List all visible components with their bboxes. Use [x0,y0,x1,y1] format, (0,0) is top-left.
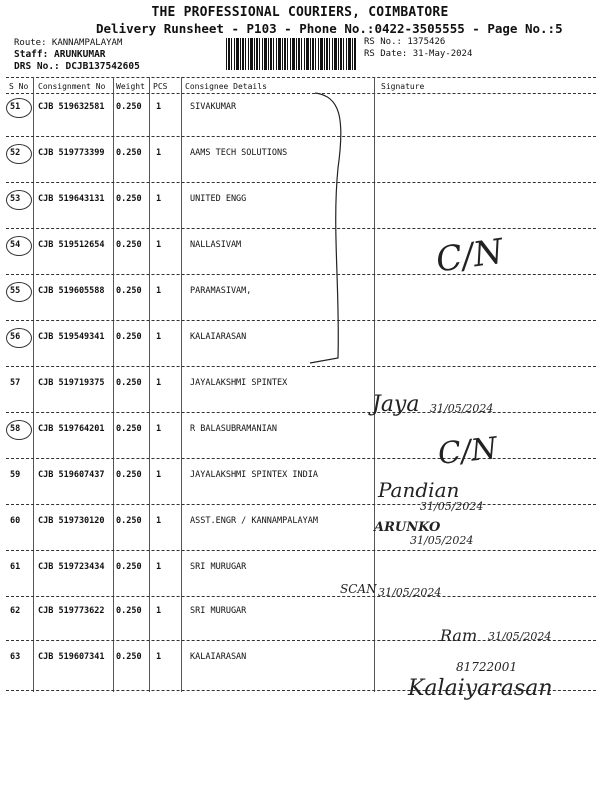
signature-63: Kalaiyarasan [408,676,553,701]
table-row [0,514,600,560]
row-weight: 0.250 [116,606,142,616]
row-consignment: CJB 519607341 [38,652,105,662]
row-consignee: ASST.ENGR / KANNAMPALAYAM [190,516,318,526]
row-pcs: 1 [156,562,162,572]
row-consignment: CJB 519512654 [38,240,105,250]
row-consignment: CJB 519605588 [38,286,105,296]
date-59: 31/05/2024 [420,500,484,513]
col-signature: Signature [381,82,425,91]
row-pcs: 1 [156,102,162,112]
col-pcs: PCS [153,82,168,91]
table-row [0,468,600,514]
row-consignee: SIVAKUMAR [190,102,237,112]
row-pcs: 1 [156,332,162,342]
row-weight: 0.250 [116,516,142,526]
row-consignment: CJB 519764201 [38,424,105,434]
row-consignment: CJB 519643131 [38,194,105,204]
row-sno: 62 [10,606,21,616]
row-pcs: 1 [156,516,162,526]
row-pcs: 1 [156,652,162,662]
row-separator [6,596,596,597]
col-sno: S No [9,82,29,91]
row-consignee: KALAIARASAN [190,652,247,662]
row-separator [6,550,596,551]
date-61: 31/05/2024 [378,586,442,599]
rs-number: RS No.: 1375426 [364,37,446,47]
row-separator [6,412,596,413]
row-separator [6,504,596,505]
drs-number: DRS No.: DCJB137542605 [14,61,140,72]
row-weight: 0.250 [116,240,142,250]
header-top-rule [6,77,596,78]
route-label: Route: KANNAMPALAYAM [14,38,123,48]
col-consignment: Consignment No [38,82,106,91]
row-sno: 63 [10,652,21,662]
row-consignee: KALAIARASAN [190,332,247,342]
row-consignee: NALLASIVAM [190,240,242,250]
bracket-mark [300,88,360,373]
row-consignment: CJB 519773399 [38,148,105,158]
row-sno: 53 [10,194,21,204]
row-consignment: CJB 519730120 [38,516,105,526]
row-consignee: SRI MURUGAR [190,562,247,572]
row-sno: 54 [10,240,21,250]
table-row [0,604,600,650]
row-consignment: CJB 519549341 [38,332,105,342]
row-weight: 0.250 [116,562,142,572]
date-57: 31/05/2024 [430,402,494,415]
row-consignee: JAYALAKSHMI SPINTEX INDIA [190,470,318,480]
row-sno: 55 [10,286,21,296]
cin-mark: C/N [433,231,506,281]
runsheet-subtitle: Delivery Runsheet - P103 - Phone No.:0422-3505555 - Page No.:5 [96,21,563,36]
row-consignee: JAYALAKSHMI SPINTEX [190,378,288,388]
row-pcs: 1 [156,148,162,158]
row-consignee: SRI MURUGAR [190,606,247,616]
company-title: THE PROFESSIONAL COURIERS, COIMBATORE [151,5,449,20]
row-weight: 0.250 [116,470,142,480]
row-sno: 56 [10,332,21,342]
row-consignee: R BALASUBRAMANIAN [190,424,277,434]
rs-date: RS Date: 31-May-2024 [364,49,473,59]
row-sno: 58 [10,424,21,434]
row-weight: 0.250 [116,194,142,204]
row-pcs: 1 [156,286,162,296]
phone-63: 81722001 [456,660,518,674]
row-weight: 0.250 [116,652,142,662]
row-consignee: PARAMASIVAM, [190,286,252,296]
table-row [0,376,600,422]
row-sno: 59 [10,470,21,480]
table-row [0,422,600,468]
row-consignee: AAMS TECH SOLUTIONS [190,148,288,158]
row-consignment: CJB 519607437 [38,470,105,480]
row-consignment: CJB 519723434 [38,562,105,572]
row-weight: 0.250 [116,332,142,342]
row-weight: 0.250 [116,286,142,296]
col-consignee: Consignee Details [185,82,267,91]
staff-label: Staff: ARUNKUMAR [14,49,106,60]
barcode [226,38,356,70]
row-pcs: 1 [156,606,162,616]
row-separator [6,458,596,459]
table-row [0,560,600,606]
signature-57: Jaya [372,392,420,417]
row-sno: 61 [10,562,21,572]
row-consignment: CJB 519719375 [38,378,105,388]
row-pcs: 1 [156,240,162,250]
row-sno: 57 [10,378,21,388]
row-weight: 0.250 [116,102,142,112]
row-sno: 52 [10,148,21,158]
row-pcs: 1 [156,378,162,388]
row-weight: 0.250 [116,424,142,434]
signature-62: Ram [440,626,478,645]
row-weight: 0.250 [116,148,142,158]
signature-60: ARUNKO [374,520,441,535]
row-consignment: CJB 519632581 [38,102,105,112]
row-pcs: 1 [156,470,162,480]
row-consignee: UNITED ENGG [190,194,247,204]
row-consignment: CJB 519773622 [38,606,105,616]
row-pcs: 1 [156,424,162,434]
cin-mark: C/N [436,430,499,473]
signature-61: SCAN [340,582,377,596]
row-weight: 0.250 [116,378,142,388]
row-sno: 60 [10,516,21,526]
date-60: 31/05/2024 [410,534,474,547]
date-62: 31/05/2024 [488,630,552,643]
col-weight: Weight [116,82,145,91]
signature-59: Pandian [378,478,460,502]
row-sno: 51 [10,102,21,112]
row-pcs: 1 [156,194,162,204]
